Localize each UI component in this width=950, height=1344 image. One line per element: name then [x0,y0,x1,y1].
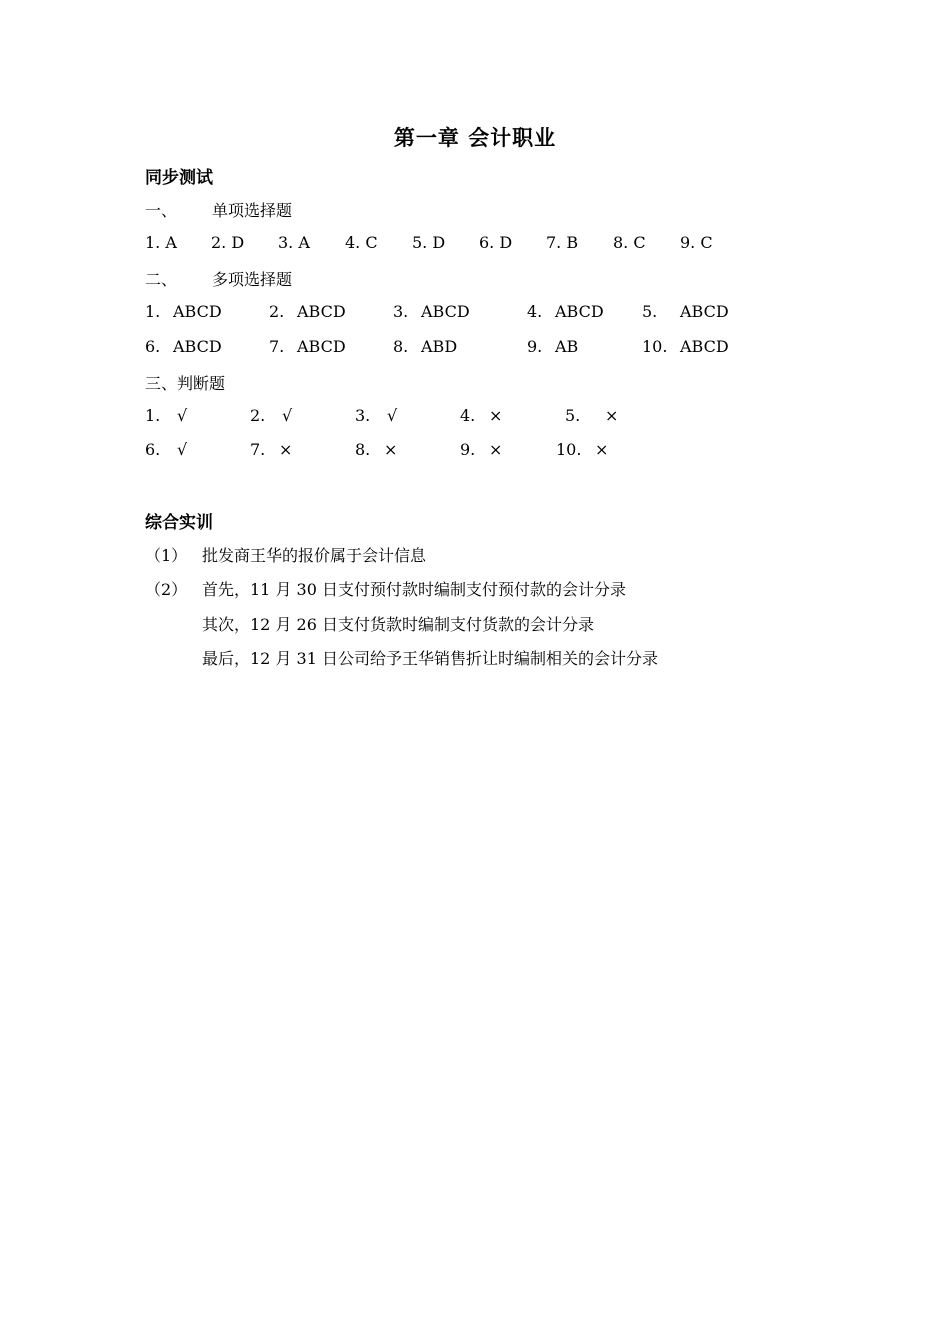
practice-item-1-text: 批发商王华的报价属于会计信息 [202,546,427,565]
tf-num: 4. [460,406,476,425]
single-answer: 6. D [479,233,513,252]
multi-num: 4. [527,302,543,321]
tf-answer: √ [177,440,188,459]
multi-answer: ABCD [173,337,222,356]
tf-num: 8. [355,440,371,459]
multiple-choice-label: 多项选择题 [212,270,293,289]
true-false-label: 三、判断题 [145,374,226,393]
tf-answer: × [279,440,293,459]
single-answer: 3. A [278,233,310,252]
multi-num: 9. [527,337,543,356]
page-title: 第一章 会计职业 [393,126,557,150]
tf-num: 1. [145,406,161,425]
tf-answer: √ [282,406,293,425]
single-answer: 4. C [345,233,378,252]
tf-num: 5. [565,406,581,425]
tf-answer: × [605,406,619,425]
multi-num: 10. [642,337,668,356]
tf-answer: × [489,440,503,459]
tf-answer: × [595,440,609,459]
single-choice-label: 单项选择题 [212,201,293,220]
sync-test-heading: 同步测试 [145,168,213,188]
tf-num: 2. [250,406,266,425]
single-choice-number: 一、 [145,201,178,220]
multi-num: 6. [145,337,161,356]
single-answer: 8. C [613,233,646,252]
single-answer: 5. D [412,233,446,252]
multi-answer: AB [555,337,579,356]
multi-num: 1. [145,302,161,321]
tf-answer: √ [387,406,398,425]
multi-answer: ABCD [297,337,346,356]
multi-num: 3. [393,302,409,321]
practice-item-2-line: 首先，11 月 30 日支付预付款时编制支付预付款的会计分录 [202,580,626,599]
multi-answer: ABCD [173,302,222,321]
multi-answer: ABD [421,337,458,356]
multi-answer: ABCD [680,337,729,356]
tf-answer: √ [177,406,188,425]
practice-item-2-line: 其次，12 月 26 日支付货款时编制支付货款的会计分录 [202,615,594,634]
multi-num: 8. [393,337,409,356]
tf-num: 10. [556,440,582,459]
tf-num: 6. [145,440,161,459]
practice-item-2-label: （2） [145,580,188,599]
single-answer: 7. B [546,233,579,252]
practice-item-2-line: 最后，12 月 31 日公司给予王华销售折让时编制相关的会计分录 [202,649,658,668]
multiple-choice-number: 二、 [145,270,178,289]
multi-answer: ABCD [555,302,604,321]
multi-num: 7. [269,337,285,356]
single-answer: 1. A [145,233,177,252]
multi-answer: ABCD [297,302,346,321]
practice-item-1-label: （1） [145,546,188,565]
tf-num: 9. [460,440,476,459]
multi-answer: ABCD [421,302,470,321]
practice-heading: 综合实训 [145,513,213,533]
tf-num: 3. [355,406,371,425]
tf-answer: × [384,440,398,459]
tf-num: 7. [250,440,266,459]
multi-num: 2. [269,302,285,321]
tf-answer: × [489,406,503,425]
multi-num: 5. [642,302,658,321]
multi-answer: ABCD [680,302,729,321]
single-answer: 9. C [680,233,713,252]
single-answer: 2. D [211,233,245,252]
